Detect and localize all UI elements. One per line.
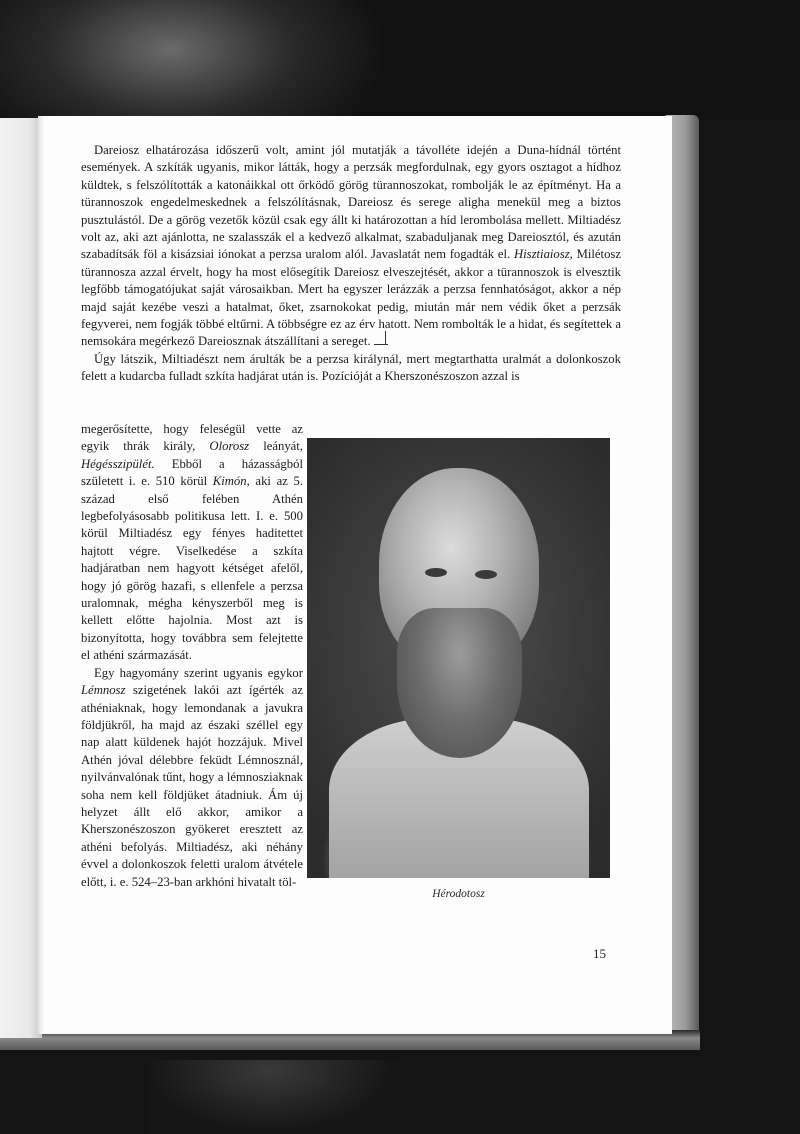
paragraph [81,351,621,386]
text-segment: Ebből a házasságból született i. e. 510 körül [81,456,303,489]
text-segment: szigetének lakói azt ígérték az athéniaknak, hogy lemondanak a javukra földjükről, ha majd az északi széllel egy nap alatt küldenek hajót hozzájuk. Mivel Athén jóval délebbre feküdt Lémnosznál, nyilvánvalónak tűnt, hogy a lémnosziaknak soha nem kell földjüket átadniuk. Ám új helyzet állt elő akkor, amikor a Kherszonészoszon gyökeret eresztett az athéni befolyás. Miltiadész, aki néhány évvel a dolonkoszok feletti uralom átvétele előtt, i. e. 524–23-ban arkhóni hivatalt töl- [81,683,303,889]
text-segment: Egy hagyomány szerint ugyanis egykor [94,665,303,680]
text-segment: Milétosz türannosza azzal érvelt, hogy ha most elősegítik Dareiosz elveszejtését, akkor a türannoszok is elvesztik legfőbb támogatójukat saját városaikban. Mert ha egyszer lerázzák a perzsa fennhatóságot, akkor a nép majd saját kezébe veszi a hatalmat, őket, zsarnokokat pedig, miután már nem védik őket a perzsák fegyverei, nem fogják többé eltűrni. A többségre ez az érv hatott. Nem rombolták le a hidat, és segítettek a nemsokára megérkező Dareiosznak átszállítani a sereget. [81,247,621,349]
text-segment: megerősítette, hogy feleségül vette az egyik thrák király, [81,422,303,454]
text-segment: leányát, [249,439,303,454]
italic-name: Hégésszipülét. [81,456,155,471]
paragraph [81,142,621,351]
text-segment: Dareiosz elhatározása időszerű volt, amint jól mutatják a távolléte idején a Duna-hídnál történt események. A szkíták ugyanis, mikor látták, hogy a perzsák megfordulnak, egy gyors osztagot a hídhoz küldtek, s felszólították a katonáikkal ott őrködő görög türannoszokat, rombolják le az építményt. Ha a türannoszok engedelmeskednek a felszólításnak, Dareiosz és serege aligha menekül meg a biztos pusztulástól. De a görög vezetők közül csak egy állt ki határozottan a híd lerombolása mellett. Miltiadész volt az, aki azt ajánlotta, ne szalasszák el a kedvező alkalmat, szabaduljanak meg Dareiosztól, és azután szabadítsák föl a kisázsiai iónokat a perzsa uralom alól. Javaslatát nem fogadták el. [81,143,621,262]
paragraph-continued [81,421,303,665]
background-top [0,0,800,120]
text-segment: aki az 5. század első felében Athén legbefolyásosabb politikusa lett. I. e. 500 körül Miltiadész egy fényes haditettet hajtott végre. Viselkedése a szkíta hadjáratban nem hagyott kétséget afelől, hogy jó görög hazafi, s ellenfele a perzsa uralomnak, mégha kényszerből meg is kellett előtte hajolnia. Most azt is bizonyította, hogy továbbra sem felejtette el athéni származását. [81,474,303,663]
italic-name: Hisztiaiosz, [513,247,573,262]
left-page-edge [0,118,42,1038]
herodotus-bust-photo [307,438,610,878]
left-column-text [81,421,303,891]
italic-name: Kimón, [212,474,250,489]
bust-eye [425,568,447,577]
italic-name: Olorosz [209,439,250,454]
background-glow [150,1060,400,1134]
text-segment: Úgy látszik, Miltiadészt nem árulták be a perzsa királynál, mert megtarthatta uralmát a dolonkoszok felett a kudarcba fulladt szkíta hadjárat után is. Pozícióját a Kherszonészoszon azzal is [81,351,621,384]
bust-eye [475,570,497,579]
figure-caption: Hérodotosz [432,888,485,900]
book-page [38,116,672,1034]
pen-mark-icon [374,335,388,345]
italic-name: Lémnosz [81,683,126,698]
bust-beard [397,608,522,758]
full-width-text [81,142,621,386]
page-number: 15 [593,946,606,961]
paragraph [81,665,303,891]
